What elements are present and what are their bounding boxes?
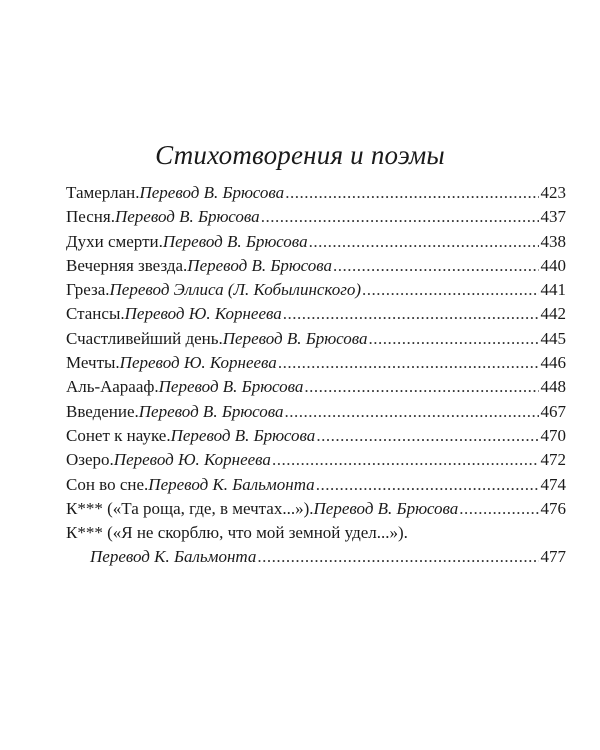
translator-credit: Перевод В. Брюсова [170, 425, 316, 445]
page-number: 440 [540, 255, 566, 275]
toc-entry [66, 351, 566, 375]
translator-credit: Перевод В. Брюсова [222, 328, 368, 348]
dot-leader [257, 545, 538, 569]
poem-title: Сон во сне [66, 474, 145, 494]
dot-leader [272, 448, 539, 472]
translator-credit: Перевод В. Брюсова [138, 401, 284, 421]
page-number: 445 [540, 328, 566, 348]
page-number: 474 [540, 474, 566, 494]
dot-leader [283, 302, 539, 326]
dot-leader [316, 473, 539, 497]
page-number: 476 [540, 498, 566, 518]
title-separator: . [144, 474, 149, 494]
poem-title: Стансы [66, 304, 121, 324]
page-number: 423 [540, 183, 566, 202]
title-separator: . [134, 401, 139, 421]
title-separator: . [105, 280, 110, 300]
toc-entry [66, 302, 566, 326]
title-separator: . [154, 377, 159, 397]
poem-title: Сонет к науке [66, 425, 167, 445]
page-number: 470 [540, 425, 566, 445]
toc-entry [66, 375, 566, 399]
toc-entry-first-line [66, 521, 566, 545]
page-number: 441 [540, 280, 566, 300]
dot-leader [304, 375, 538, 399]
toc-entry [66, 254, 566, 278]
dot-leader [278, 351, 539, 375]
table-of-contents [66, 181, 566, 570]
toc-entry [66, 181, 566, 205]
poem-title: Мечты [66, 353, 116, 373]
toc-entry [66, 424, 566, 448]
toc-entry [66, 205, 566, 229]
translator-credit: Перевод В. Брюсова [139, 183, 285, 202]
poem-title: К*** («Я не скорблю, что мой земной удел...»). [66, 523, 408, 543]
title-separator: . [110, 207, 115, 227]
poem-title: К*** («Та роща, где, в мечтах...») [66, 498, 310, 518]
page-number: 438 [540, 231, 566, 251]
title-separator: . [166, 425, 171, 445]
translator-credit: Перевод Ю. Корнеева [119, 353, 277, 373]
page-number: 448 [540, 377, 566, 397]
dot-leader [459, 497, 538, 521]
title-separator: . [109, 450, 114, 470]
translator-credit: Перевод Ю. Корнеева [124, 304, 282, 324]
translator-credit: Перевод Ю. Корнеева [113, 450, 271, 470]
dot-leader [368, 327, 538, 351]
title-separator: . [218, 328, 223, 348]
title-separator: . [183, 255, 188, 275]
toc-entry [66, 400, 566, 424]
dot-leader [309, 230, 539, 254]
translator-credit: Перевод В. Брюсова [187, 255, 333, 275]
poem-title: Песня [66, 207, 111, 227]
title-separator: . [120, 304, 125, 324]
dot-leader [261, 205, 539, 229]
title-separator: . [309, 498, 314, 518]
page-number: 446 [540, 353, 566, 373]
dot-leader [285, 400, 539, 424]
dot-leader [285, 181, 538, 205]
toc-entry [66, 278, 566, 302]
dot-leader [333, 254, 538, 278]
section-title: Стихотворения и поэмы [155, 140, 445, 170]
page-number: 467 [540, 401, 566, 421]
poem-title: Вечерняя звезда [66, 255, 184, 275]
page-number: 442 [540, 304, 566, 324]
poem-title: Озеро [66, 450, 110, 470]
translator-credit: Перевод В. Брюсова [162, 231, 308, 251]
title-separator: . [158, 231, 163, 251]
translator-credit: Перевод Эллиса (Л. Кобылинского) [109, 280, 362, 300]
poem-title: Введение [66, 401, 135, 421]
dot-leader [316, 424, 538, 448]
translator-credit: Перевод В. Брюсова [313, 498, 459, 518]
toc-entry-continuation [66, 545, 566, 569]
title-separator: . [135, 183, 140, 202]
toc-entry [66, 230, 566, 254]
toc-entry [66, 497, 566, 521]
page-number: 477 [540, 547, 566, 567]
toc-entry [66, 473, 566, 497]
page-number: 472 [540, 450, 566, 470]
toc-entry [66, 327, 566, 351]
title-separator: . [115, 353, 120, 373]
dot-leader [362, 278, 538, 302]
translator-credit: Перевод К. Бальмонта [90, 547, 257, 567]
page-number: 437 [540, 207, 566, 227]
poem-title: Духи смерти [66, 231, 159, 251]
poem-title: Счастливейший день [66, 328, 219, 348]
translator-credit: Перевод В. Брюсова [158, 377, 304, 397]
translator-credit: Перевод В. Брюсова [114, 207, 260, 227]
poem-title: Аль-Аарааф [66, 377, 155, 397]
toc-entry [66, 448, 566, 472]
translator-credit: Перевод К. Бальмонта [148, 474, 315, 494]
poem-title: Тамерлан [66, 183, 136, 202]
poem-title: Греза [66, 280, 106, 300]
